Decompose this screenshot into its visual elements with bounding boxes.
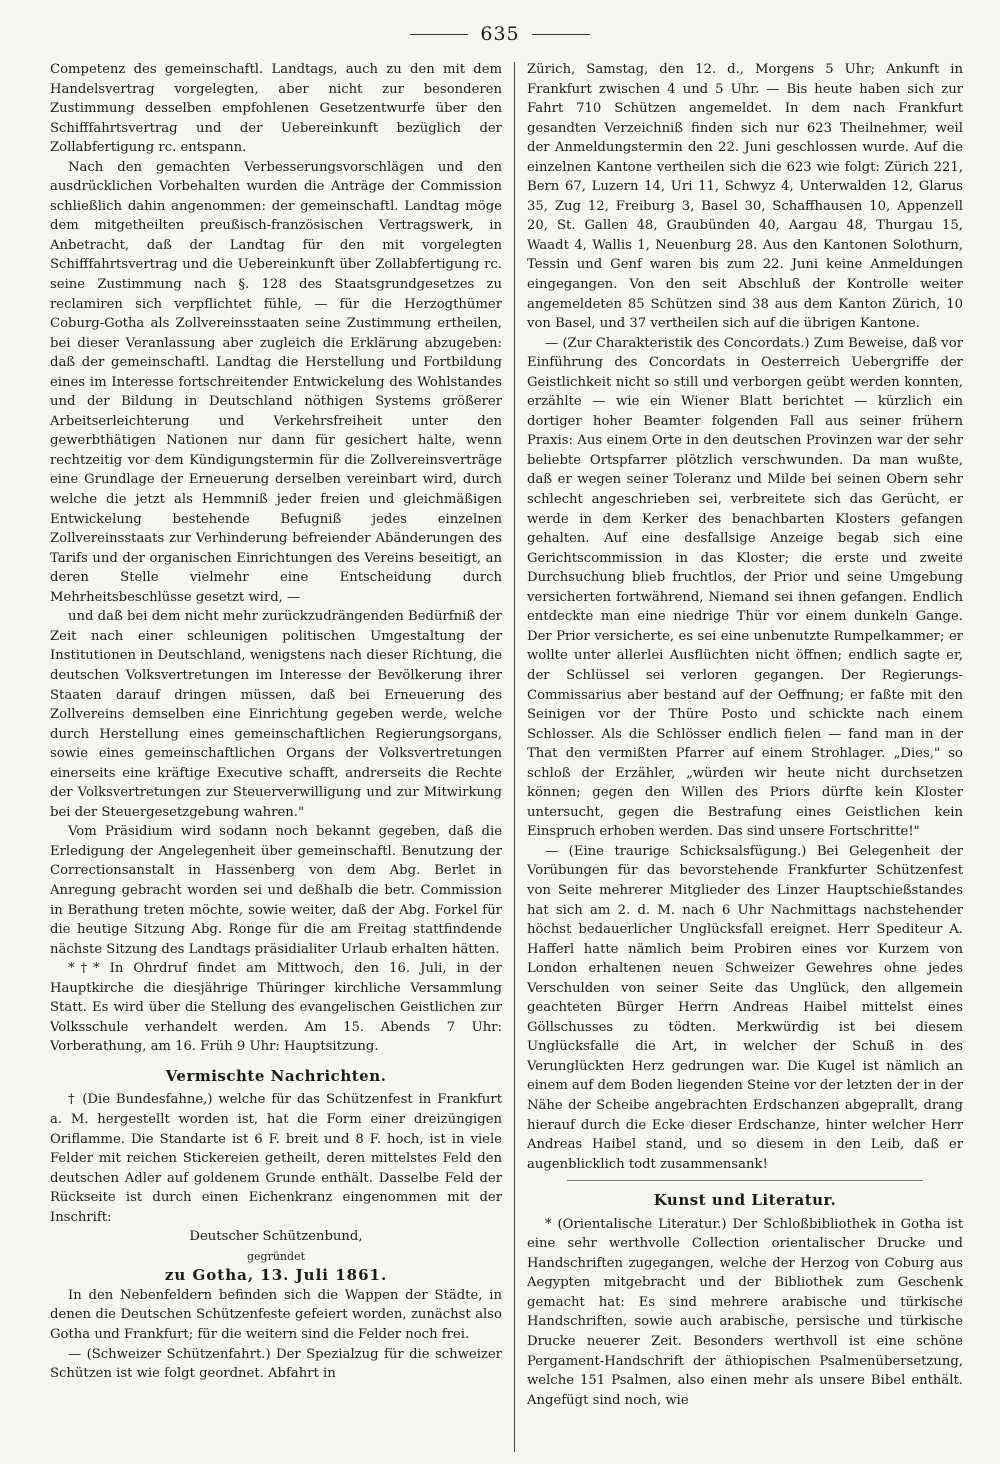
inscription-line-1: Deutscher Schützenbund, bbox=[189, 1229, 363, 1245]
right-paragraph-2: — (Zur Charakteristik des Concordats.) Zum Beweise, daß vor Einführung des Concordats in Oesterreich Uebergriffe der Geistlichkeit nicht so still und verborgen geübt werden konnten, erzählte — wie ein Wiener Blatt berichtet — kürzlich ein dortiger hoher Beamter folgenden Fall aus seiner frühern Praxis: Aus einem Orte in den deutschen Provinzen war der sehr beliebte Ortspfarrer plötzlich verschwunden. Da man wußte, daß er wegen seiner Toleranz und Milde bei seinen Obern sehr schlecht angeschrieben sei, verbreitete sich das Gerücht, er werde in dem Kerker des benachbarten Klosters gefangen gehalten. Auf eine desfallsige Anzeige begab sich eine Gerichtscommission in das Kloster; die erste und zweite Durchsuchung blieb fruchtlos, der Prior und seine Umgebung versicherten fortwährend, Niemand sei ihnen gefangen. Endlich entdeckte man eine niedrige Thür vor einem dunkeln Gange. Der Prior versicherte, es sei eine unbenutzte Rumpelkammer; er wollte unter allerlei Ausflüchten nicht öffnen; endlich sagte er, der Schlüssel sei verloren gegangen. Der Regierungs-Commissarius aber bestand auf der Oeffnung; er faßte mit den Seinigen vor der Thüre Posto und schickte nach einem Schlosser. Als die Schlösser endlich fielen — fand man in der That den vermißten Pfarrer auf einem Strohlager. „Dies," so schloß der Erzähler, „würden wir heute nicht durchsetzen können; gegen den Willen des Priors dürfte kein Kloster untersucht, gegen die Bestrafung eines Geistlichen kein Einspruch erhoben werden. Das sind unsere Fortschritte!" bbox=[527, 335, 963, 840]
page-number: 635 bbox=[480, 23, 520, 45]
section-heading-vermischte: Vermischte Nachrichten. bbox=[165, 1066, 387, 1085]
left-paragraph-1: Competenz des gemeinschaftl. Landtags, auch zu den mit dem Handelsvertrag vorgelegten, aber nicht zur besonderen Zustimmung desselben empfohlenen Gesetzentwurfe über den Schifffahrtsvertrag und der Uebereinkunft bezüglich der Zollabfertigung rc. entspann. bbox=[50, 62, 502, 156]
header-rule-left bbox=[410, 34, 468, 35]
inscription-line-3: zu Gotha, 13. Juli 1861. bbox=[164, 1266, 388, 1285]
left-column bbox=[50, 60, 502, 1456]
right-paragraph-4: * (Orientalische Literatur.) Der Schloßbibliothek in Gotha ist eine sehr werthvolle Collection orientalischer Drucke und Handschriften zugegangen, welche der Herzog von Coburg aus Aegypten mitgebracht und der Bibliothek zum Geschenk gemacht hat: Es sind mehrere arabische und türkische Handschriften, sowie auch arabische, persische und türkische Drucke neuerer Zeit. Besonders werthvoll ist eine schöne Pergament-Handschrift der äthiopischen Psalmenübersetzung, welche 151 Psalmen, also einen mehr als unsere Bibel enthält. Angefügt sind noch, wie bbox=[527, 1216, 963, 1408]
right-paragraph-3: — (Eine traurige Schicksalsfügung.) Bei Gelegenheit der Vorübungen für das bevorstehende Frankfurter Schützenfest von Seite mehrerer Mitglieder des Linzer Hauptschießstandes hat sich am 2. d. M. nach 6 Uhr Nachmittags nachstehender höchst bedauerlicher Unglücksfall ereignet. Herr Spediteur A. Hafferl hatte nämlich beim Probiren eines vor Kurzem von London erhaltenen neuen Schweizer Gewehres ohne jedes Verschulden von seiner Seite das Unglück, den allgemein geachteten Bürger Herrn Andreas Haibel mittelst eines Göllschusses zu tödten. Merkwürdig ist bei diesem Unglücksfalle die Art, in welcher der Schuß in des Verunglückten Herz gedrungen war. Die Kugel ist nämlich an einem auf dem Boden liegenden Steine vor der letzten der in der Nähe der Scheibe angebrachten Erdschanzen abgeprallt, drang hierauf durch die Ecke dieser Erdschanze, hinter welcher Herr Andreas Haibel stand, und so diesem in den Leib, daß er augenblicklich todt zusammensank! bbox=[527, 843, 963, 1172]
left-paragraph-3: und daß bei dem nicht mehr zurückzudrängenden Bedürfniß der Zeit nach einer schleunigen politischen Umgestaltung der Institutionen in Deutschland, wenigstens nach dieser Richtung, die deutschen Volksvertretungen im Interesse der Bevölkerung ihrer Staaten darauf dringen müssen, daß bei Erneuerung des Zollvereins demselben eine Einrichtung gegeben werde, welche durch Herstellung eines gemeinschaftlichen Regierungsorgans, sowie eines gemeinschaftlichen Organs der Volksvertretungen einerseits eine kräftige Executive schafft, andrerseits die Rechte der Volksvertretungen zur Steuerverwilligung und zur Mitwirkung bei der Steuergesetzgebung wahren." bbox=[50, 609, 502, 820]
inscription-line-2: gegründet bbox=[247, 1249, 305, 1263]
left-paragraph-4: Vom Präsidium wird sodann noch bekannt gegeben, daß die Erledigung der Angelegenheit über gemeinschaftl. Benutzung der Correctionsanstalt in Hassenberg von dem Abg. Berlet in Anregung gebracht worden sei und deßhalb die betr. Commission in Berathung treten möchte, sowie weiter, daß der Abg. Forkel für die heutige Sitzung Abg. Ronge für die am Freitag stattfindende nächste Sitzung des Landtags präsidialiter Urlaub erhalten hätten. bbox=[50, 824, 502, 957]
section-separator bbox=[567, 1180, 923, 1181]
header-rule-right bbox=[532, 34, 590, 35]
right-column bbox=[527, 60, 963, 1456]
left-paragraph-5: *†* In Ohrdruf findet am Mittwoch, den 16. Juli, in der Hauptkirche die diesjährige Thüringer kirchliche Versammlung Statt. Es wird über die Stellung des evangelischen Geistlichen zur Volksschule verhandelt werden. Am 15. Abends 7 Uhr: Vorberathung, am 16. Früh 9 Uhr: Hauptsitzung. bbox=[50, 961, 502, 1055]
right-paragraph-1: Zürich, Samstag, den 12. d., Morgens 5 Uhr; Ankunft in Frankfurt zwischen 4 und 5 Uhr. — Bis heute haben sich zur Fahrt 710 Schützen angemeldet. In dem nach Frankfurt gesandten Verzeichniß finden sich nur 623 Theilnehmer, weil der Anmeldungstermin den 22. Juni geschlossen wurde. Auf die einzelnen Kantone vertheilen sich die 623 wie folgt: Zürich 221, Bern 67, Luzern 14, Uri 11, Schwyz 4, Unterwalden 12, Glarus 35, Zug 12, Freiburg 3, Basel 30, Schaffhausen 10, Appenzell 20, St. Gallen 48, Graubünden 40, Aargau 48, Thurgau 15, Waadt 4, Wallis 1, Neuenburg 28. Aus den Kantonen Solothurn, Tessin und Genf waren bis zum 22. Juni keine Anmeldungen eingegangen. Von den seit Abschluß der Kontrolle weiter angemeldeten 85 Schützen sind 38 aus dem Kanton Zürich, 10 von Basel, und 37 vertheilen sich auf die übrigen Kantone. bbox=[527, 62, 963, 332]
left-paragraph-8: — (Schweizer Schützenfahrt.) Der Spezialzug für die schweizer Schützen ist wie folgt geordnet. Abfahrt in bbox=[50, 1346, 502, 1382]
left-paragraph-2: Nach den gemachten Verbesserungsvorschlägen und den ausdrücklichen Vorbehalten wurden die Anträge der Commission schließlich dahin angenommen: der gemeinschaftl. Landtag möge dem mitgetheilten preußisch-französischen Vertragswerk, in Anbetracht, daß der Landtag für den mit vorgelegten Schifffahrtsvertrag und die Uebereinkunft über Zollabfertigung rc. seine Zustimmung nach §. 128 des Staatsgrundgesetzes zu reclamiren sich verpflichtet fühle, — für die Herzogthümer Coburg-Gotha als Zollvereinsstaaten seine Zustimmung ertheilen, bei dieser Veranlassung aber zugleich die Erklärung abzugeben: daß der gemeinschaftl. Landtag die Herstellung und Fortbildung eines im Interesse fortschreitender Entwickelung des Wohlstandes und der Bildung in Deutschland nöthigen Systems größerer Arbeitserleichterung und Verkehrsfreiheit unter den gewerbthätigen Nationen nur dann für gesichert halte, wenn rechtzeitig vor dem Kündigungstermin für die Zollvereinsverträge eine Grundlage der Erneuerung derselben vereinbart wird, durch welche die jetzt als Hemmniß jeder freien und gleichmäßigen Entwickelung bestehende Befugniß jedes einzelnen Zollvereinsstaats zur Verhinderung befreiender Abänderungen des Tarifs und der organischen Einrichtungen des Vereins beseitigt, an deren Stelle vielmehr eine Entscheidung durch Mehrheitsbeschlüsse gesetzt wird, — bbox=[50, 159, 502, 605]
section-heading-kunst: Kunst und Literatur. bbox=[653, 1191, 837, 1210]
left-paragraph-6: † (Die Bundesfahne,) welche für das Schützenfest in Frankfurt a. M. hergestellt worden ist, hat die Form einer dreizüngigen Oriflamme. Die Standarte ist 6 F. breit und 8 F. hoch, ist in viele Felder mit reichen Stickereien getheilt, deren mittelstes Feld den deutschen Adler auf goldenem Grunde enthält. Dasselbe Feld der Rückseite ist durch einen Eichenkranz eingenommen mit der Inschrift: bbox=[50, 1092, 502, 1225]
column-divider bbox=[514, 62, 515, 1452]
page-header bbox=[0, 16, 1000, 52]
left-paragraph-7: In den Nebenfeldern befinden sich die Wappen der Städte, in denen die Deutschen Schützenfeste gefeiert worden, zunächst also Gotha und Frankfurt; für die weitern sind die Felder noch frei. bbox=[50, 1287, 502, 1342]
